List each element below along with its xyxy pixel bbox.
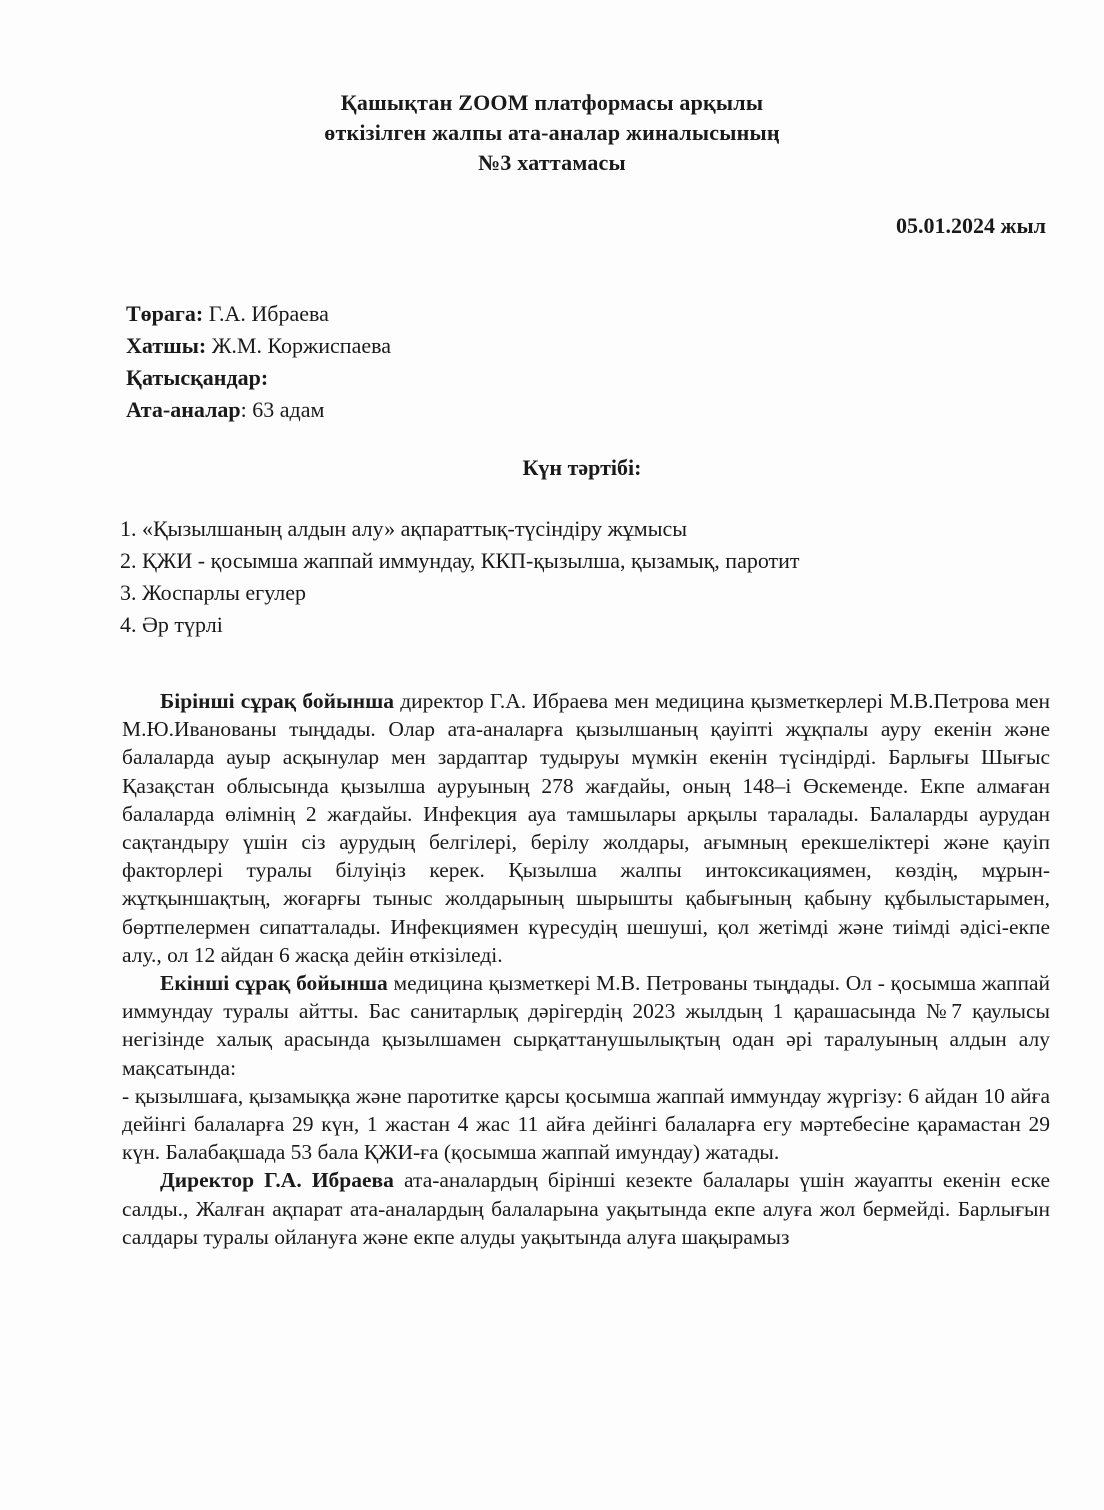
paragraph-lead: Бірінші сұрақ бойынша [160, 689, 395, 713]
agenda-list [120, 513, 1020, 641]
chair-label: Төрага: [126, 301, 204, 326]
agenda-item: 3. Жоспарлы егулер [120, 580, 306, 605]
chair-value: Г.А. Ибраева [203, 301, 329, 326]
parents-line [126, 394, 391, 426]
document-title [0, 88, 1104, 178]
parents-label: Ата-аналар [126, 397, 241, 422]
title-line-3: №3 хаттамасы [478, 150, 626, 175]
paragraph-lead: Директор Г.А. Ибраева [160, 1168, 394, 1193]
paragraph-first-question [122, 687, 1050, 969]
secretary-label: Хатшы: [126, 333, 207, 358]
paragraph-text: директор Г.А. Ибраева мен медицина қызметкерлері М.В.Петрова мен М.Ю.Иванованы тыңдады. Олар ата-аналарға қызылшаның қауіпті жұқпалы ауру екенін және балаларда ауыр асқынулар мен зардаптар тудыруы мүмкін екенін түсіндірді. Барлығы Шығыс Қазақстан облысында қызылша ауруының 278 жағдайы, оның 148–і Өскеменде. Екпе алмаған балаларда өлімнің 2 жағдайы. Инфекция ауа тамшылары арқылы таралады. Балаларды аурудан сақтандыру үшін сіз аурудың белгілері, берілу жолдары, ағымның ерекшеліктері және қауіп факторлері туралы білуіңіз керек. Қызылша жалпы интоксикациямен, көздің, мұрын-жұтқыншақтың, жоғарғы тыныс жолдарының шырышты қабығының қабыну құбылыстарымен, бөртпелермен сипатталады. Инфекциямен күресудің шешуші, қол жетімді және тиімді әдісі-екпе алу., ол 12 айдан 6 жасқа дейін өткізіледі. [122, 689, 1050, 967]
paragraph-immunization [122, 1082, 1050, 1167]
document-date: 05.01.2024 жыл [896, 213, 1046, 238]
chair-line [126, 298, 391, 330]
paragraph-text: медицина қызметкері М.В. Петрованы тыңдады. Ол - қосымша жаппай иммундау туралы айтты. Бас санитарлық дәрігердің 2023 жылдың 1 қарашасында №7 қаулысы негізінде халық арасында қызылшамен сырқаттанушылықтың одан әрі таралуының алдын алу мақсатында: [122, 971, 1050, 1080]
paragraph-lead: Екінші сұрақ бойынша [160, 971, 388, 996]
participants-line [126, 362, 391, 394]
agenda-item: 1. «Қызылшаның алдын алу» ақпараттық-түсіндіру жұмысы [120, 516, 688, 541]
agenda-item: 2. ҚЖИ - қосымша жаппай иммундау, ККП-қызылша, қызамық, паротит [120, 548, 800, 573]
minutes-body [122, 687, 1050, 1251]
agenda-item: 4. Әр түрлі [120, 612, 223, 637]
meeting-meta [126, 298, 391, 426]
participants-label: Қатысқандар: [126, 365, 269, 390]
paragraph-second-question [122, 969, 1050, 1082]
paragraph-text: ата-аналардың бірінші кезекте балалары үшін жауапты екенін еске салды., Жалған ақпарат ата-аналардың балаларына уақытында екпе алуға жол бермейді. Барлығын салдары туралы ойлануға және екпе алуды уақытында алуға шақырамыз [122, 1168, 1051, 1249]
agenda-title: Күн тәртібі: [522, 455, 642, 480]
paragraph-director [122, 1166, 1050, 1251]
secretary-value: Ж.М. Коржиспаева [206, 333, 391, 358]
paragraph-text: - қызылшаға, қызамыққа және паротитке қарсы қосымша жаппай иммундау жүргізу: 6 айдан 10 айға дейінгі балаларға 29 күн, 1 жастан 4 жас 11 айға дейінгі балаларға егу мәртебесіне қарамастан 29 күн. Балабақшада 53 бала ҚЖИ-ға (қосымша жаппай имундау) жатады. [122, 1083, 1050, 1165]
secretary-line [126, 330, 391, 362]
title-line-2: өткізілген жалпы ата-аналар жиналысының [324, 120, 780, 145]
parents-value: : 63 адам [240, 397, 325, 422]
title-line-1: Қашықтан ZOOM платформасы арқылы [340, 90, 764, 115]
